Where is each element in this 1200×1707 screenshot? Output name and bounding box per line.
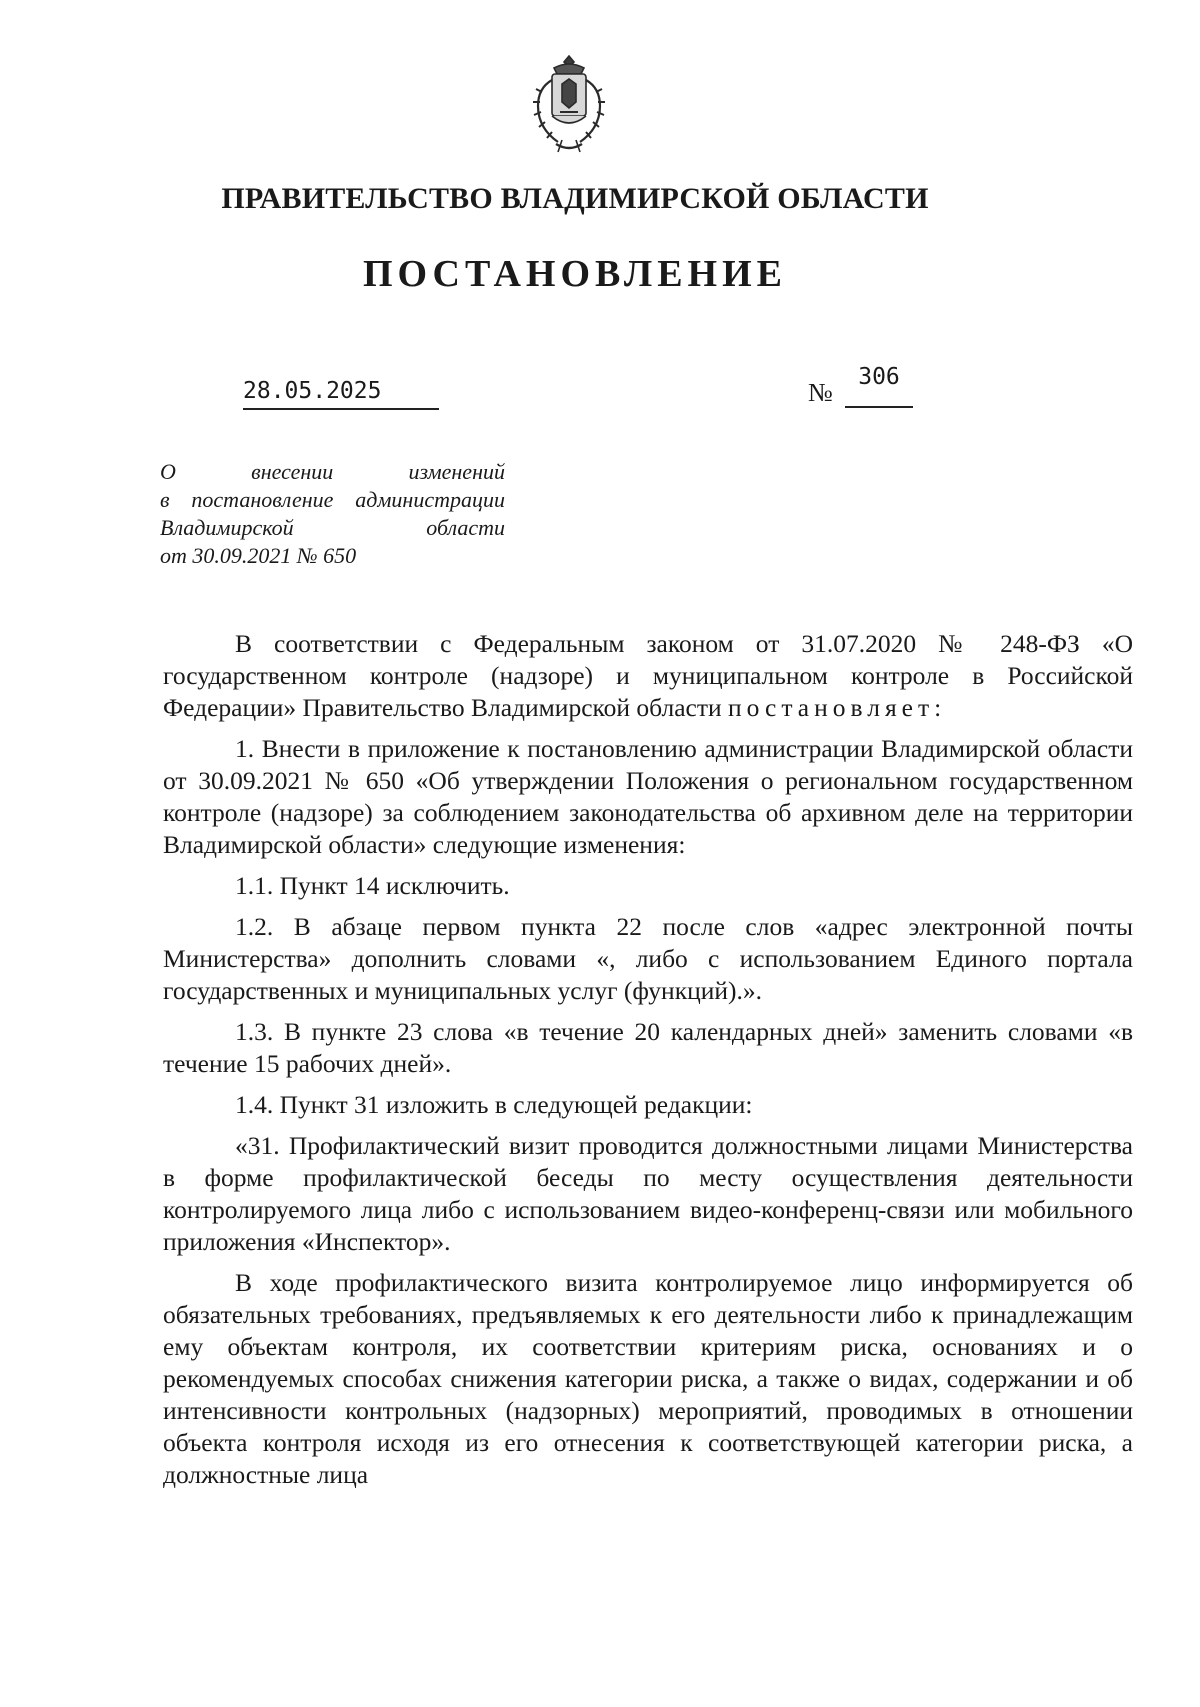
preamble-text: В соответствии с Федеральным законом от 31.07.2020 № 248-ФЗ «О государственном контроле (надзоре) и муниципальном контроле в Российской Федерации» Правительство Владимирской области bbox=[163, 629, 1133, 722]
document-subject bbox=[160, 458, 505, 570]
document-body bbox=[163, 628, 1133, 1500]
coat-of-arms-emblem bbox=[522, 52, 616, 156]
resolves-word: постановляет: bbox=[728, 693, 947, 722]
document-date: 28.05.2025 bbox=[243, 376, 439, 410]
body-paragraph: 1.4. Пункт 31 изложить в следующей редакции: bbox=[235, 1090, 753, 1119]
body-paragraph: 1.2. В абзаце первом пункта 22 после слов «адрес электронной почты Министерства» дополнить словами «, либо с использованием Единого портала государственных и муниципальных услуг (функций).». bbox=[163, 912, 1133, 1005]
preamble-paragraph bbox=[163, 628, 1133, 724]
body-paragraph: В ходе профилактического визита контролируемое лицо информируется об обязательных требованиях, предъявляемых к его деятельности либо к принадлежащим ему объектам контроля, их соответствии критериям риска, основаниях и о рекомендуемых способах снижения категории риска, а также о видах, содержании и об интенсивности контрольных (надзорных) мероприятий, проводимых в отношении объекта контроля исходя из его отнесения к соответствующей категории риска, а должностные лица bbox=[163, 1268, 1133, 1489]
government-title: ПРАВИТЕЛЬСТВО ВЛАДИМИРСКОЙ ОБЛАСТИ bbox=[221, 182, 929, 215]
subject-line: Владимирской области bbox=[160, 515, 505, 540]
document-number: 306 bbox=[845, 362, 913, 408]
body-paragraph: «31. Профилактический визит проводится должностными лицами Министерства в форме профилактической беседы по месту осуществления деятельности контролируемого лица либо с использованием видео-конференц-связи или мобильного приложения «Инспектор». bbox=[163, 1131, 1133, 1256]
subject-line: в постановление администрации bbox=[160, 487, 505, 512]
subject-line: от 30.09.2021 № 650 bbox=[160, 543, 357, 568]
subject-line: О внесении изменений bbox=[160, 459, 505, 484]
body-paragraph: 1. Внести в приложение к постановлению администрации Владимирской области от 30.09.2021 № 650 «Об утверждении Положения о региональном государственном контроле (надзоре) за соблюдением законодательства об архивном деле на территории Владимирской области» следующие изменения: bbox=[163, 734, 1133, 859]
body-paragraph: 1.3. В пункте 23 слова «в течение 20 календарных дней» заменить словами «в течение 15 рабочих дней». bbox=[163, 1017, 1133, 1078]
body-paragraph: 1.1. Пункт 14 исключить. bbox=[235, 871, 510, 900]
document-type-title: ПОСТАНОВЛЕНИЕ bbox=[362, 253, 788, 295]
number-sign: № bbox=[808, 378, 833, 407]
